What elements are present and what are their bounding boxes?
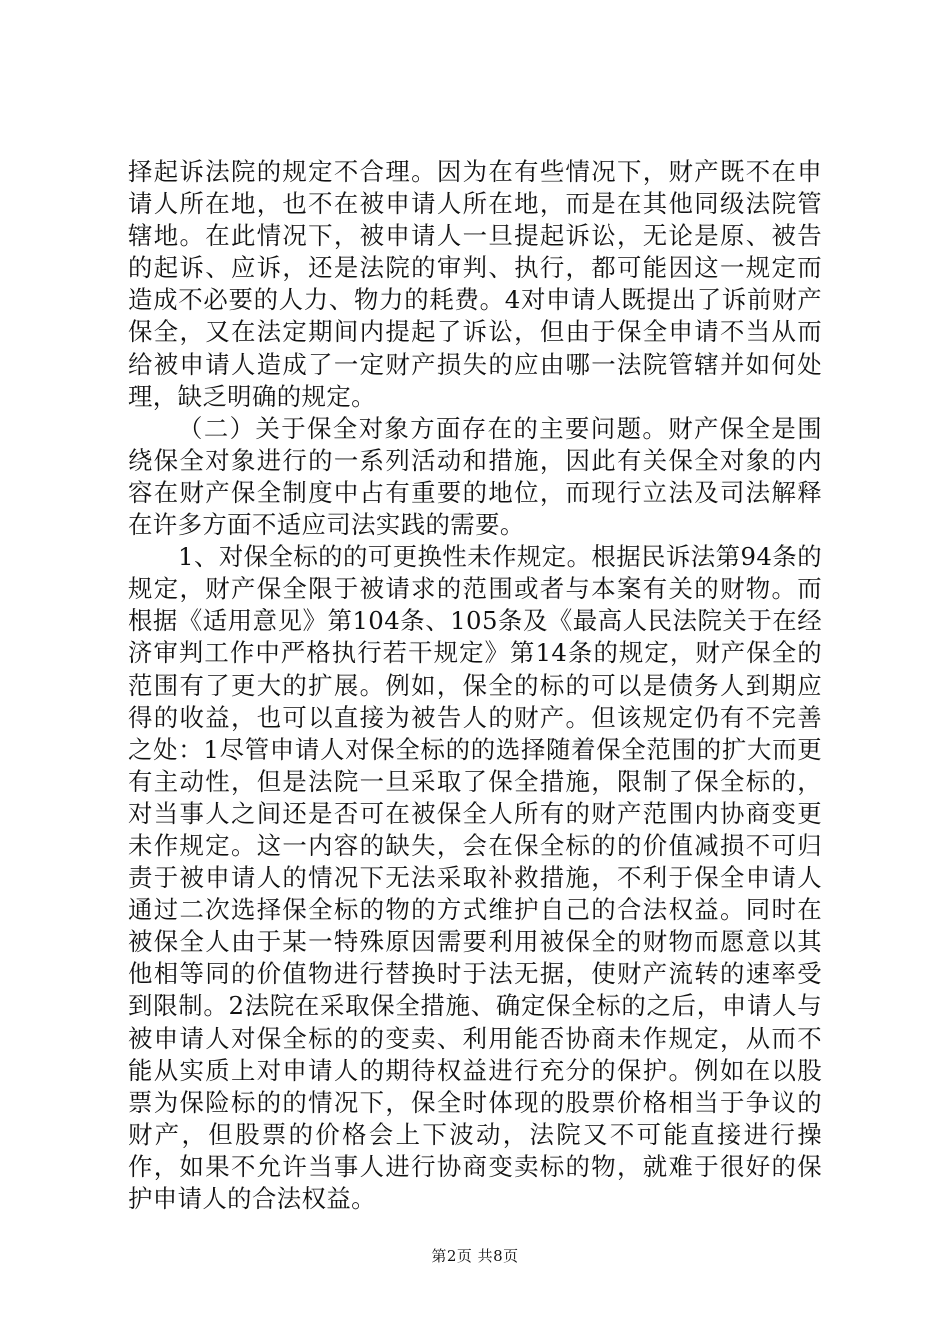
paragraph-1: 择起诉法院的规定不合理。因为在有些情况下，财产既不在申请人所在地，也不在被申请人所在地，而是在其他同级法院管辖地。在此情况下，被申请人一旦提起诉讼，无论是原、被告的起诉、应诉，还是法院的审判、执行，都可能因这一规定而造成不必要的人力、物力的耗费。4对申请人既提出了诉前财产保全，又在法定期间内提起了诉讼，但由于保全申请不当从而给被申请人造成了一定财产损失的应由哪一法院管辖并如何处理，缺乏明确的规定。 xyxy=(128,157,822,411)
paragraph-2: （二）关于保全对象方面存在的主要问题。财产保全是围绕保全对象进行的一系列活动和措施，因此有关保全对象的内容在财产保全制度中占有重要的地位，而现行立法及司法解释在许多方面不适应司法实践的需要。 xyxy=(128,413,822,540)
page-footer: 第2页 共8页 xyxy=(431,1247,519,1265)
document-body xyxy=(128,156,822,1215)
paragraph-3: 1、对保全标的的可更换性未作规定。根据民诉法第94条的规定，财产保全限于被请求的范围或者与本案有关的财物。而根据《适用意见》第104条、105条及《最高人民法院关于在经济审判工作中严格执行若干规定》第14条的规定，财产保全的范围有了更大的扩展。例如，保全的标的可以是债务人到期应得的收益，也可以直接为被告人的财产。但该规定仍有不完善之处：1尽管申请人对保全标的的选择随着保全范围的扩大而更有主动性，但是法院一旦采取了保全措施，限制了保全标的，对当事人之间还是否可在被保全人所有的财产范围内协商变更未作规定。这一内容的缺失，会在保全标的的价值减损不可归责于被申请人的情况下无法采取补救措施，不利于保全申请人通过二次选择保全标的物的方式维护自己的合法权益。同时在被保全人由于某一特殊原因需要利用被保全的财物而愿意以其他相等同的价值物进行替换时于法无据，使财产流转的速率受到限制。2法院在采取保全措施、确定保全标的之后，申请人与被申请人对保全标的的变卖、利用能否协商未作规定，从而不能从实质上对申请人的期待权益进行充分的保护。例如在以股票为保险标的的情况下，保全时体现的股票价格相当于争议的财产，但股票的价格会上下波动，法院又不可能直接进行操作，如果不允许当事人进行协商变卖标的物，就难于很好的保护申请人的合法权益。 xyxy=(128,542,822,1213)
